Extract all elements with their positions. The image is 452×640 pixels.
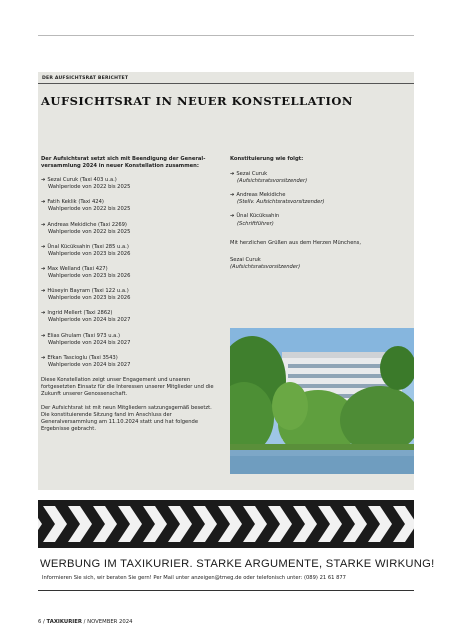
member-name: ➔ Max Welland (Taxi 427) xyxy=(41,266,108,272)
role-holder-name: ➔ Sezai Curuk xyxy=(230,171,267,177)
board-role-item xyxy=(230,213,410,227)
body-paragraph: Der Aufsichtsrat ist mit neun Mitgliedern satzungsgemäß besetzt. Die konstituierende Sitzung fand im Anschluss der Generalversammlung am 11.10.2024 statt und hat folgende Ergebnisse gebracht. xyxy=(41,405,212,433)
member-item xyxy=(41,288,221,302)
chevron-decoration xyxy=(38,500,414,548)
member-item xyxy=(41,222,221,236)
chevron-shape xyxy=(268,506,292,542)
signature-block xyxy=(230,257,410,271)
chevron-shape xyxy=(343,506,367,542)
left-column xyxy=(41,156,221,441)
kicker-divider xyxy=(38,83,414,84)
body-paragraph: Diese Konstellation zeigt unser Engagement und unseren fortgesetzten Einsatz für die Interessen unserer Mitglieder und die Zukunft unserer Genossenschaft. xyxy=(41,376,214,398)
chevron-shape xyxy=(118,506,142,542)
board-role-item xyxy=(230,192,410,206)
page-number: 6 xyxy=(38,619,42,625)
member-period: Wahlperiode von 2024 bis 2027 xyxy=(48,339,131,346)
member-item xyxy=(41,177,221,191)
member-name: ➔ Efkan Tascioglu (Taxi 3543) xyxy=(41,355,118,361)
chevron-shape xyxy=(143,506,167,542)
article-headline: AUFSICHTSRAT IN NEUER KONSTELLATION xyxy=(41,94,353,108)
member-item xyxy=(41,333,221,347)
member-name: ➔ Ünal Kücüksahin (Taxi 285 u.a.) xyxy=(41,244,129,250)
member-name: ➔ Sezai Curuk (Taxi 403 u.a.) xyxy=(41,177,117,183)
member-name: ➔ Fatih Keklik (Taxi 424) xyxy=(41,199,104,205)
member-item xyxy=(41,355,221,369)
member-period: Wahlperiode von 2022 bis 2025 xyxy=(48,228,131,235)
chevron-shape xyxy=(68,506,92,542)
member-period: Wahlperiode von 2023 bis 2026 xyxy=(48,295,131,302)
footer-separator: / xyxy=(81,619,88,625)
member-item xyxy=(41,266,221,280)
role-holder-name: ➔ Andreas Mekidiche xyxy=(230,192,285,198)
member-name: ➔ Ingrid Mellert (Taxi 2862) xyxy=(41,310,112,316)
board-role-item xyxy=(230,171,410,185)
chevron-shape xyxy=(218,506,242,542)
chevron-shape xyxy=(243,506,267,542)
building-photo xyxy=(230,328,414,474)
member-period: Wahlperiode von 2024 bis 2027 xyxy=(48,361,131,368)
member-name: ➔ Hüseyin Bayram (Taxi 122 u.a.) xyxy=(41,288,129,294)
member-item xyxy=(41,244,221,258)
ad-headline: WERBUNG IM TAXIKURIER. STARKE ARGUMENTE, STARKE WIRKUNG! xyxy=(40,558,435,570)
signature-role: (Aufsichtsratsvorsitzender) xyxy=(230,263,301,270)
member-item xyxy=(41,199,221,213)
chevron-shape xyxy=(193,506,217,542)
intro-text: Der Aufsichtsrat setzt sich mit Beendigung der General-versammlung 2024 in neuer Konstellation zusammen: xyxy=(41,156,206,170)
ad-divider xyxy=(38,590,414,591)
top-divider xyxy=(38,35,414,36)
page-footer xyxy=(38,619,133,625)
magazine-name: TAXIKURIER xyxy=(46,619,82,625)
member-name: ➔ Elias Ghulam (Taxi 973 u.a.) xyxy=(41,333,120,339)
member-period: Wahlperiode von 2023 bis 2026 xyxy=(48,250,131,257)
role-title: (Aufsichtsratsvorsitzender) xyxy=(237,178,308,185)
ad-contact-text: Informieren Sie sich, wir beraten Sie gern! Per Mail unter anzeigen@tmeg.de oder telefonisch unter: (089) 21 61 877 xyxy=(42,575,346,581)
chevron-shape xyxy=(38,506,42,542)
chevron-shape xyxy=(318,506,342,542)
chevron-shape xyxy=(368,506,392,542)
footer-separator: / xyxy=(41,619,47,625)
member-name: ➔ Andreas Mekidiche (Taxi 2269) xyxy=(41,222,127,228)
member-item xyxy=(41,310,221,324)
role-title: (Stellv. Aufsichtsratsvorsitzender) xyxy=(237,199,325,206)
member-period: Wahlperiode von 2022 bis 2025 xyxy=(48,184,131,191)
role-title: (Schriftführer) xyxy=(237,220,274,227)
closing-greeting: Mit herzlichen Grüßen aus dem Herzen Münchens, xyxy=(230,239,362,246)
section-kicker: DER AUFSICHTSRAT BERICHTET xyxy=(42,76,129,81)
constitution-heading: Konstituierung wie folgt: xyxy=(230,156,304,162)
chevron-shape xyxy=(393,506,414,542)
member-period: Wahlperiode von 2023 bis 2026 xyxy=(48,273,131,280)
chevron-shape xyxy=(93,506,117,542)
member-period: Wahlperiode von 2022 bis 2025 xyxy=(48,206,131,213)
chevron-shape xyxy=(43,506,67,542)
role-holder-name: ➔ Ünal Kücüksahin xyxy=(230,213,279,219)
signature-name: Sezai Curuk xyxy=(230,256,261,263)
chevron-shape xyxy=(168,506,192,542)
member-period: Wahlperiode von 2024 bis 2027 xyxy=(48,317,131,324)
right-column xyxy=(230,156,410,271)
issue-date: NOVEMBER 2024 xyxy=(87,619,133,625)
chevron-shape xyxy=(293,506,317,542)
